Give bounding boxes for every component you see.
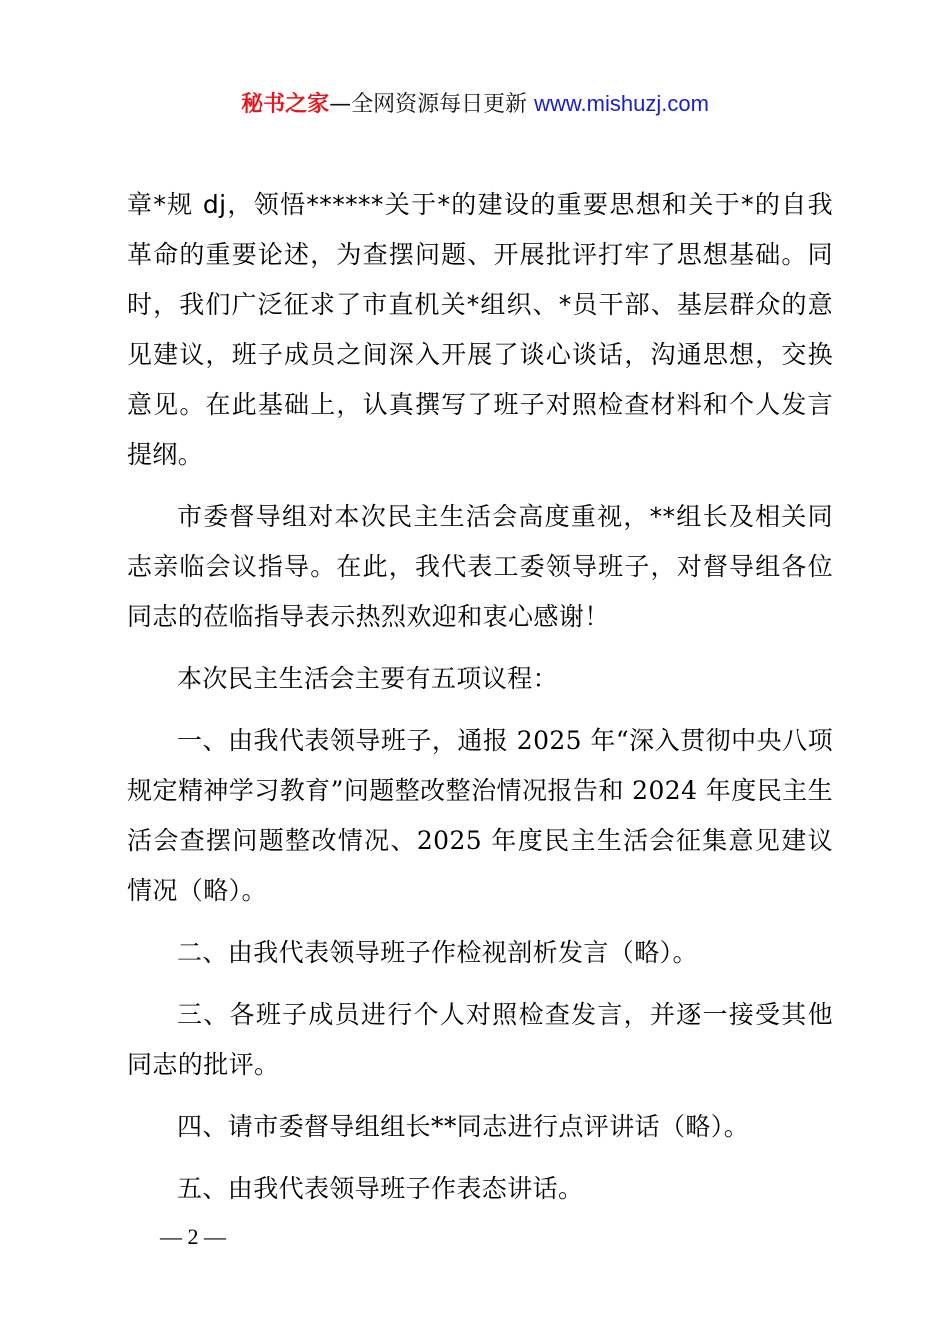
agenda-item-5: 五、由我代表领导班子作表态讲话。 (177, 1174, 584, 1203)
site-header (0, 88, 950, 121)
paragraph-supervision: 市委督导组对本次民主生活会高度重视，**组长及相关同志亲临会议指导。在此，我代表工委领导班子，对督导组各位同志的莅临指导表示热烈欢迎和衷心感谢！ (127, 502, 833, 631)
agenda-item-4: 四、请市委督导组组长**同志进行点评讲话（略）。 (177, 1112, 750, 1141)
agenda-item-3: 三、各班子成员进行个人对照检查发言，并逐一接受其他同志的批评。 (127, 1000, 833, 1079)
site-tagline: —全网资源每日更新 (329, 92, 535, 117)
agenda-item-1: 一、由我代表领导班子，通报 2025 年“深入贯彻中央八项规定精神学习教育”问题整改整治情况报告和 2024 年度民主生活会查摆问题整改情况、2025 年度民主生活会征集意见建议情况（略）。 (127, 726, 833, 905)
agenda-item-2: 二、由我代表领导班子作检视剖析发言（略）。 (177, 938, 698, 967)
page-number: — 2 — (160, 1224, 226, 1249)
site-brand: 秘书之家 (241, 92, 330, 117)
paragraph-continuation: 章*规 dj，领悟******关于*的建设的重要思想和关于*的自我革命的重要论述，为查摆问题、开展批评打牢了思想基础。同时，我们广泛征求了市直机关*组织、*员干部、基层群众的意见建议，班子成员之间深入开展了谈心谈话，沟通思想，交换意见。在此基础上，认真撰写了班子对照检查材料和个人发言提纲。 (127, 190, 833, 469)
paragraph-agenda-intro: 本次民主生活会主要有五项议程： (177, 664, 559, 693)
site-url-link[interactable]: www.mishuzj.com (534, 91, 709, 116)
document-body (127, 180, 833, 1226)
